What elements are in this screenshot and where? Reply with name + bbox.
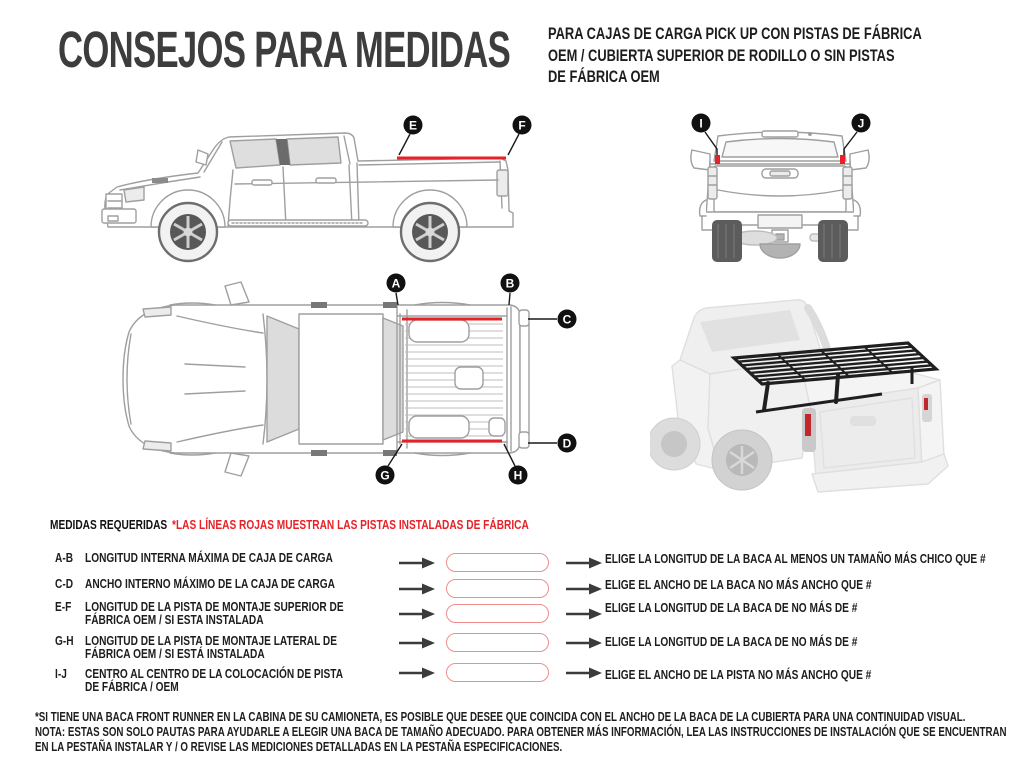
measurement-input-field — [446, 579, 549, 598]
label-circle-f — [513, 116, 532, 135]
svg-text:I: I — [699, 116, 703, 131]
arrow-right-icon — [399, 637, 435, 649]
arrow-right-icon — [566, 667, 602, 679]
side-view-truck-illustration — [100, 108, 560, 270]
measurement-input-field — [446, 553, 549, 572]
svg-text:B: B — [505, 276, 515, 291]
rear-view-truck-illustration — [660, 104, 900, 266]
label-circle-j — [852, 114, 871, 133]
label-circle-c — [558, 310, 577, 329]
measurement-description — [85, 551, 403, 564]
label-circle-d — [558, 434, 577, 453]
measurement-description-line: ANCHO INTERNO MÁXIMO DE LA CAJA DE CARGA — [85, 576, 335, 591]
subtitle-line: DE FÁBRICA OEM — [548, 68, 660, 86]
measurement-description — [85, 600, 417, 626]
measurement-instruction: ELIGE LA LONGITUD DE LA BACA DE NO MÁS DE # — [605, 600, 858, 615]
svg-text:A: A — [391, 276, 401, 291]
subtitle-line: PARA CAJAS DE CARGA PICK UP CON PISTAS DE FÁBRICA — [548, 25, 922, 43]
label-circle-e — [404, 116, 423, 135]
label-circle-g — [376, 466, 395, 485]
arrow-right-icon — [566, 637, 602, 649]
factory-track-red-tick-i — [715, 155, 720, 164]
measurement-instruction: ELIGE LA LONGITUD DE LA BACA AL MENOS UN TAMAÑO MÁS CHICO QUE # — [605, 551, 986, 566]
measurement-description-line: FÁBRICA OEM / SI ESTA INSTALADA — [85, 612, 264, 627]
measurement-code: G-H — [55, 633, 74, 648]
arrow-right-icon — [566, 557, 602, 569]
measurement-description-line: CENTRO AL CENTRO DE LA COLOCACIÓN DE PISTA — [85, 666, 344, 681]
measurement-instruction: ELIGE LA LONGITUD DE LA BACA DE NO MÁS DE # — [605, 634, 858, 649]
rear-right-wheel — [818, 220, 848, 262]
measurement-code: E-F — [55, 599, 72, 614]
measurement-code: A-B — [55, 550, 74, 565]
rear-wheel — [401, 203, 459, 261]
measurement-description-line: LONGITUD DE LA PISTA DE MONTAJE SUPERIOR DE — [85, 599, 344, 614]
measurement-description-line: DE FÁBRICA / OEM — [85, 679, 179, 694]
footnote-line: *SI TIENE UNA BACA FRONT RUNNER EN LA CABINA DE SU CAMIONETA, ES POSIBLE QUE DESEE QUE COINCIDA CON EL ANCHO DE LA BACA DE LA CUBIERTA PARA UNA CONTINUIDAD VISUAL. — [35, 709, 966, 724]
footnotes — [35, 709, 1024, 754]
top-view-truck-illustration — [115, 272, 585, 494]
svg-text:E: E — [408, 118, 418, 133]
label-circle-b — [501, 274, 520, 293]
measurement-description-line: LONGITUD INTERNA MÁXIMA DE CAJA DE CARGA — [85, 550, 333, 565]
subtitle-line: OEM / CUBIERTA SUPERIOR DE RODILLO O SIN PISTAS — [548, 46, 895, 65]
front-wheel — [159, 203, 217, 261]
measurement-input-field — [446, 663, 549, 682]
arrow-right-icon — [566, 608, 602, 620]
svg-text:C: C — [562, 312, 572, 327]
svg-text:J: J — [857, 116, 865, 131]
measurement-instruction: ELIGE EL ANCHO DE LA PISTA NO MÁS ANCHO QUE # — [605, 667, 872, 682]
measurement-description — [85, 634, 408, 660]
legend-red-note: *LAS LÍNEAS ROJAS MUESTRAN LAS PISTAS INSTALADAS DE FÁBRICA — [172, 517, 529, 532]
label-circle-h — [509, 466, 528, 485]
measurement-description — [85, 667, 416, 693]
taillight-red-lens — [805, 414, 811, 436]
measurement-input-field — [446, 633, 549, 652]
label-circle-i — [692, 114, 711, 133]
measurement-description — [85, 577, 405, 590]
measurement-code: C-D — [55, 576, 74, 591]
measurement-row — [0, 600, 1024, 636]
svg-text:H: H — [513, 468, 523, 483]
svg-text:D: D — [562, 436, 572, 451]
arrow-right-icon — [399, 583, 435, 595]
label-circle-a — [387, 274, 406, 293]
page-title: CONSEJOS PARA MEDIDAS — [58, 21, 511, 78]
svg-text:F: F — [518, 118, 526, 133]
truck-with-bed-rack-illustration — [650, 288, 1020, 503]
footnote-line: NOTA: ESTAS SON SOLO PAUTAS PARA AYUDARLE A ELEGIR UNA BACA DE TAMAÑO ADECUADO. PARA OBTENER MÁS INFORMACIÓN, LEA LAS INSTRUCCIONES DE INSTALACIÓN QUE SE ENCUENTRAN — [35, 724, 1007, 739]
measurement-row — [0, 667, 1024, 703]
rear-left-wheel — [712, 220, 742, 262]
measurement-instruction: ELIGE EL ANCHO DE LA BACA NO MÁS ANCHO QUE # — [605, 577, 872, 592]
arrow-right-icon — [399, 557, 435, 569]
legend-title: MEDIDAS REQUERIDAS — [50, 517, 168, 532]
measurement-code: I-J — [55, 666, 67, 681]
measurement-description-line: FÁBRICA OEM / SI ESTÁ INSTALADA — [85, 646, 265, 661]
svg-text:G: G — [380, 468, 390, 483]
arrow-right-icon — [399, 667, 435, 679]
measurement-description-line: LONGITUD DE LA PISTA DE MONTAJE LATERAL DE — [85, 633, 338, 648]
arrow-right-icon — [566, 583, 602, 595]
measurement-input-field — [446, 604, 549, 623]
page-subtitle — [548, 24, 1024, 89]
factory-track-red-tick-j — [840, 155, 845, 164]
footnote-line: EN LA PESTAÑA INSTALAR Y / O REVISE LAS MEDICIONES DETALLADAS EN LA PESTAÑA ESPECIFICACIONES. — [35, 739, 563, 754]
arrow-right-icon — [399, 608, 435, 620]
